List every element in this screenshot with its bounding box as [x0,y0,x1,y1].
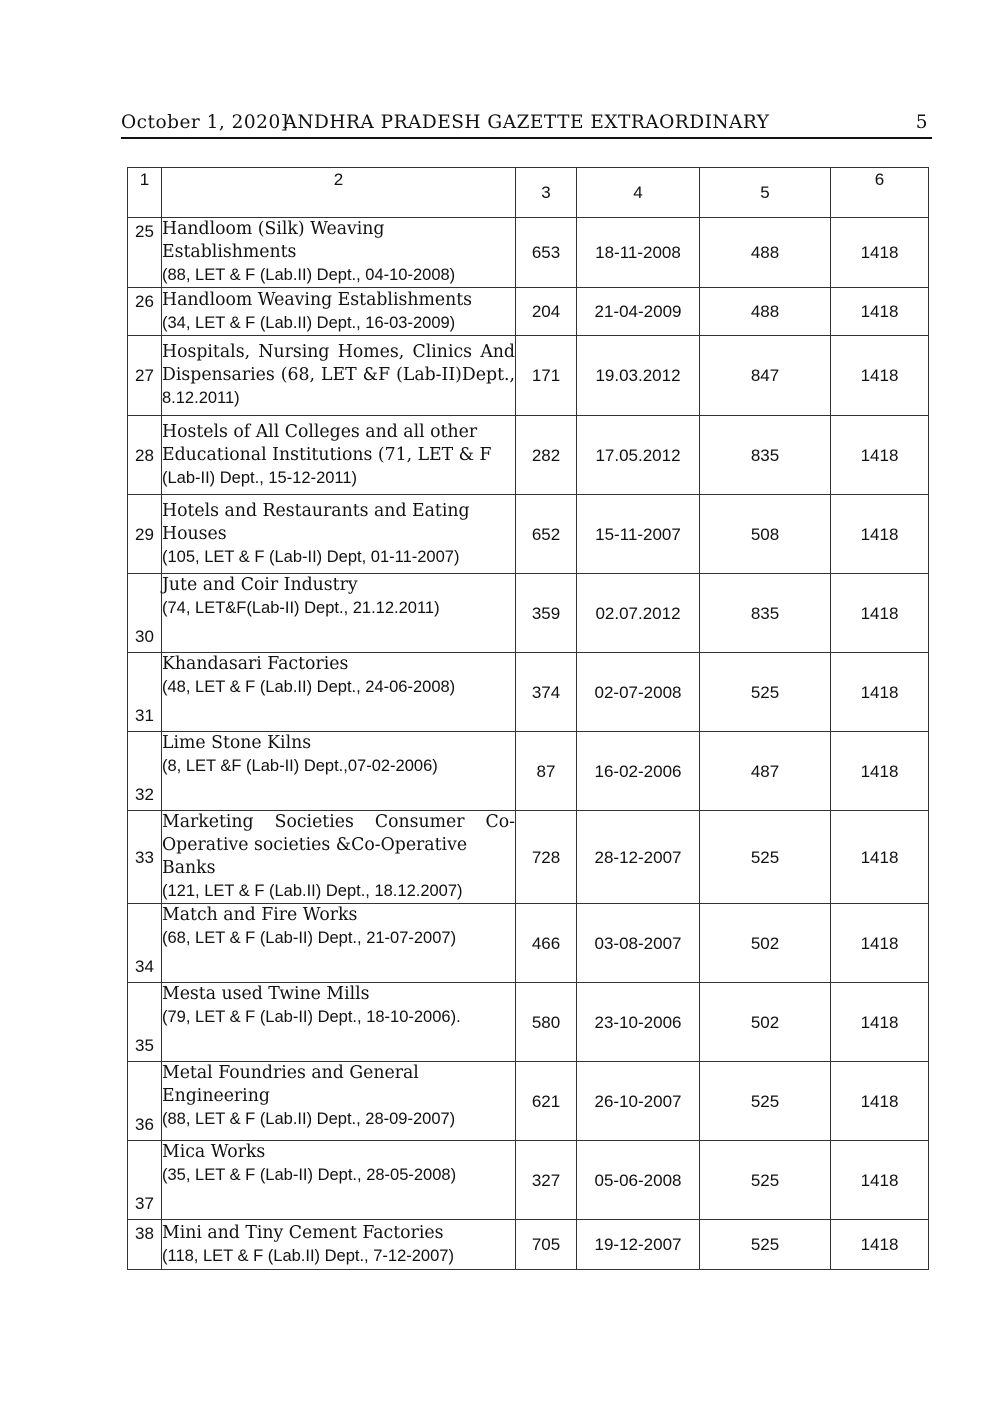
establishment-description [162,983,516,1062]
notification-reference: (79, LET & F (Lab-II) Dept., 18-10-2006). [162,1008,461,1026]
column-header-2: 2 [162,168,516,218]
establishment-name: Handloom (Silk) Weaving Establishments [162,219,385,262]
column-header-1: 1 [128,168,162,218]
cell-col6: 1418 [831,1062,929,1141]
establishment-name: Mini and Tiny Cement Factories [162,1222,444,1243]
header-rule [121,137,932,139]
cell-col4: 15-11-2007 [577,495,700,574]
serial-number: 32 [128,732,162,811]
establishment-name: Houses [162,523,227,544]
table-header-row [128,168,929,218]
establishment-description [162,574,516,653]
establishment-description [162,1141,516,1220]
table-row [128,336,929,416]
establishments-table [127,167,929,1270]
cell-col6: 1418 [831,1220,929,1270]
notification-reference: (34, LET & F (Lab.II) Dept., 16-03-2009) [162,313,456,332]
cell-col3: 282 [516,416,577,495]
establishment-name: Marketing Societies Consumer Co- [162,812,515,832]
cell-col4: 23-10-2006 [577,983,700,1062]
cell-col4: 26-10-2007 [577,1062,700,1141]
establishment-name: Handloom Weaving Establishments [162,289,473,310]
cell-col6: 1418 [831,732,929,811]
gazette-header [121,112,932,138]
cell-col4: 18-11-2008 [577,218,700,288]
cell-col4: 03-08-2007 [577,904,700,983]
establishment-name: Hospitals, Nursing Homes, Clinics And [162,342,515,362]
cell-col3: 171 [516,336,577,416]
cell-col4: 16-02-2006 [577,732,700,811]
cell-col3: 466 [516,904,577,983]
table-row [128,574,929,653]
cell-col3: 652 [516,495,577,574]
cell-col6: 1418 [831,1141,929,1220]
cell-col3: 327 [516,1141,577,1220]
table-row [128,983,929,1062]
table-row [128,495,929,574]
cell-col6: 1418 [831,288,929,336]
cell-col3: 653 [516,218,577,288]
serial-number: 31 [128,653,162,732]
establishment-description [162,653,516,732]
cell-col6: 1418 [831,983,929,1062]
cell-col6: 1418 [831,218,929,288]
cell-col4: 28-12-2007 [577,811,700,904]
cell-col3: 728 [516,811,577,904]
establishment-description [162,811,516,904]
cell-col4: 17.05.2012 [577,416,700,495]
establishment-name: Mica Works [162,1142,266,1162]
table-row [128,288,929,336]
cell-col6: 1418 [831,495,929,574]
column-header-6: 6 [831,168,929,218]
cell-col5: 488 [700,288,831,336]
serial-number: 26 [128,288,162,336]
cell-col5: 487 [700,732,831,811]
notification-reference: (Lab-II) Dept., 15-12-2011) [162,468,358,487]
cell-col3: 204 [516,288,577,336]
establishment-name: Lime Stone Kilns [162,733,312,753]
table-row [128,1220,929,1270]
notification-reference: (88, LET & F (Lab.II) Dept., 04-10-2008) [162,266,456,284]
establishment-description [162,416,516,495]
establishment-description [162,1220,516,1270]
establishment-name: Match and Fire Works [162,905,358,925]
cell-col5: 508 [700,495,831,574]
cell-col5: 835 [700,574,831,653]
establishment-description [162,495,516,574]
table-row [128,732,929,811]
cell-col5: 525 [700,1220,831,1270]
cell-col3: 374 [516,653,577,732]
cell-col6: 1418 [831,811,929,904]
establishment-name: Jute and Coir Industry [162,575,358,595]
serial-number: 36 [128,1062,162,1141]
establishment-name: Hotels and Restaurants and Eating [162,500,470,521]
establishment-description [162,288,516,336]
page-number: 5 [915,112,928,133]
serial-number: 27 [128,336,162,416]
establishment-name: Metal Foundries and General Engineering [162,1063,419,1106]
header-title: ANDHRA PRADESH GAZETTE EXTRAORDINARY [283,112,770,133]
cell-col3: 705 [516,1220,577,1270]
cell-col4: 02-07-2008 [577,653,700,732]
serial-number: 35 [128,983,162,1062]
table-row [128,1062,929,1141]
cell-col3: 359 [516,574,577,653]
serial-number: 25 [128,218,162,288]
serial-number: 37 [128,1141,162,1220]
cell-col3: 580 [516,983,577,1062]
cell-col5: 525 [700,811,831,904]
cell-col5: 847 [700,336,831,416]
notification-reference: (35, LET & F (Lab-II) Dept., 28-05-2008) [162,1166,457,1184]
establishment-description [162,218,516,288]
cell-col6: 1418 [831,416,929,495]
notification-reference: (88, LET & F (Lab.II) Dept., 28-09-2007) [162,1110,456,1128]
cell-col5: 525 [700,1062,831,1141]
notification-reference: (105, LET & F (Lab-II) Dept, 01-11-2007) [162,547,460,566]
header-date: October 1, 2020] [121,112,289,133]
cell-col6: 1418 [831,653,929,732]
establishment-description [162,732,516,811]
cell-col4: 19.03.2012 [577,336,700,416]
establishment-name: Educational Institutions (71, LET & F [162,444,492,465]
notification-reference: (68, LET & F (Lab-II) Dept., 21-07-2007) [162,929,457,947]
table-row [128,904,929,983]
notification-reference: (74, LET&F(Lab-II) Dept., 21.12.2011) [162,599,440,617]
cell-col4: 21-04-2009 [577,288,700,336]
table-row [128,218,929,288]
cell-col6: 1418 [831,904,929,983]
table-row [128,811,929,904]
establishment-name: Mesta used Twine Mills [162,984,370,1004]
serial-number: 30 [128,574,162,653]
establishment-description [162,336,516,416]
establishment-name: Dispensaries (68, LET &F (Lab-II)Dept., [162,365,515,385]
serial-number: 38 [128,1220,162,1270]
serial-number: 28 [128,416,162,495]
table-row [128,1141,929,1220]
serial-number: 34 [128,904,162,983]
notification-reference: (8, LET &F (Lab-II) Dept.,07-02-2006) [162,757,438,775]
cell-col5: 525 [700,1141,831,1220]
notification-reference: (118, LET & F (Lab.II) Dept., 7-12-2007) [162,1246,454,1265]
column-header-3: 3 [516,168,577,218]
column-header-5: 5 [700,168,831,218]
cell-col5: 835 [700,416,831,495]
cell-col6: 1418 [831,574,929,653]
cell-col6: 1418 [831,336,929,416]
cell-col5: 502 [700,983,831,1062]
serial-number: 29 [128,495,162,574]
establishment-description [162,904,516,983]
notification-reference: (48, LET & F (Lab.II) Dept., 24-06-2008) [162,678,456,696]
serial-number: 33 [128,811,162,904]
table-row [128,416,929,495]
table-row [128,653,929,732]
notification-reference: 8.12.2011) [162,389,240,407]
cell-col5: 488 [700,218,831,288]
notification-reference: (121, LET & F (Lab.II) Dept., 18.12.2007) [162,882,463,900]
cell-col4: 02.07.2012 [577,574,700,653]
cell-col3: 621 [516,1062,577,1141]
cell-col4: 19-12-2007 [577,1220,700,1270]
establishment-name: Khandasari Factories [162,654,349,674]
cell-col5: 502 [700,904,831,983]
cell-col5: 525 [700,653,831,732]
establishment-name: Hostels of All Colleges and all other [162,421,478,442]
establishment-name: Operative societies &Co-Operative Banks [162,835,468,878]
column-header-4: 4 [577,168,700,218]
cell-col4: 05-06-2008 [577,1141,700,1220]
establishment-description [162,1062,516,1141]
cell-col3: 87 [516,732,577,811]
